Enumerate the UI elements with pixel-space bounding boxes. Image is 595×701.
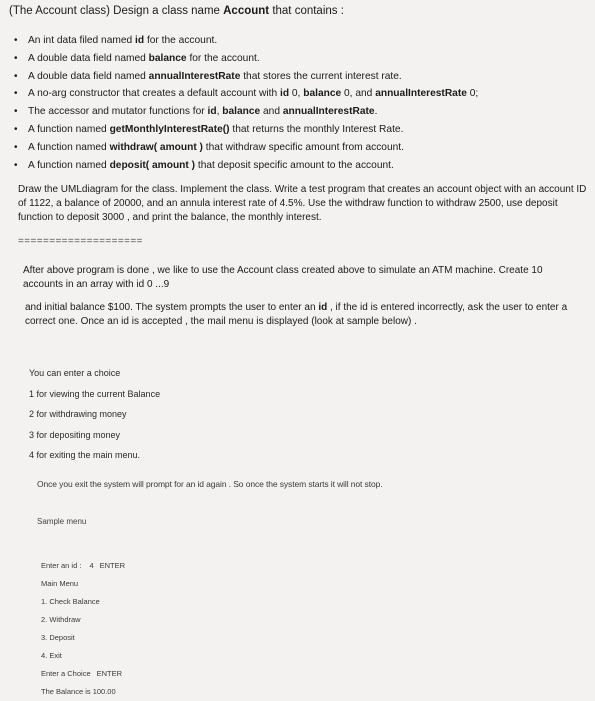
paragraph-atm-intro: After above program is done , we like to use the Account class created above to simulate an ATM machine. Create 10 accounts in an array with id 0 ...9: [23, 265, 543, 290]
requirement-text: that withdraw specific amount from account.: [202, 141, 404, 153]
once-note: Once you exit the system will prompt for an id again . So once the system starts it will not stop.: [37, 479, 383, 489]
title-class-name: Account: [223, 5, 270, 17]
sample-menu-label: Sample menu: [37, 517, 87, 526]
requirement-item: [14, 139, 478, 157]
requirement-keyword: annualInterestRate: [148, 70, 241, 82]
requirement-text: ,: [216, 106, 223, 118]
requirement-text: 0, and: [341, 88, 376, 100]
requirement-keyword: id: [280, 88, 290, 100]
enter-id-label: Enter an id :: [41, 561, 82, 570]
requirement-keyword: annualInterestRate: [282, 106, 375, 118]
requirement-text: A no-arg constructor that creates a default account with: [28, 88, 280, 100]
requirements-list: [14, 32, 478, 174]
requirement-text: The accessor and mutator functions for: [28, 106, 208, 118]
p3-bold-id: id: [318, 302, 328, 313]
requirement-text: that returns the monthly Interest Rate.: [229, 123, 404, 135]
menu-line: 3 for depositing money: [29, 429, 121, 440]
paragraph-uml-task: Draw the UMLdiagram for the class. Implement the class. Write a test program that creates an account object with an account ID of 1122, a balance of 20000, and an annula interest rate of 4.5%. Use the withdraw function to withdraw 2500, use deposit function to deposit 3000 , and print the balance, the monthly interest.: [18, 184, 587, 223]
menu-line: You can enter a choice: [29, 368, 121, 378]
p3-prefix: and initial balance $100. The system prompts the user to enter an: [25, 302, 319, 313]
sample-session: [41, 557, 125, 701]
requirement-text: 0,: [289, 88, 304, 100]
separator-line: ====================: [18, 236, 143, 247]
enter-choice-label: Enter a Choice: [41, 669, 91, 678]
menu-line: 1 for viewing the current Balance: [29, 388, 161, 399]
requirement-text: and: [260, 106, 283, 118]
p3-suffix: , if the id is entered incorrectly, ask the user to enter a correct one. Once an id is accepted , the mail menu is displayed (look at sample below) .: [25, 302, 568, 327]
requirement-text: A function named: [28, 141, 110, 153]
sample-item: 2. Withdraw: [41, 615, 81, 624]
page-title: [9, 5, 344, 17]
requirement-text: An int data filed named: [28, 35, 136, 46]
menu-line: 2 for withdrawing money: [29, 409, 127, 419]
requirement-text: A double data field named: [28, 70, 149, 82]
requirement-keyword: balance: [303, 88, 342, 100]
requirement-item: [14, 121, 478, 139]
requirement-item: [14, 103, 478, 121]
paragraph-atm-rules: [25, 301, 580, 329]
requirement-text: A function named: [28, 123, 110, 135]
requirement-text: A function named: [28, 159, 110, 171]
requirement-item: [14, 157, 478, 175]
requirement-keyword: balance: [222, 106, 261, 118]
requirement-item: [14, 32, 478, 50]
sample-enter-id: [41, 557, 125, 575]
requirement-text: .: [374, 106, 378, 118]
requirement-text: for the account.: [186, 52, 260, 64]
requirement-keyword: annualInterestRate: [375, 88, 467, 100]
sample-item: 4. Exit: [41, 651, 62, 660]
enter-id-key: ENTER: [99, 561, 126, 570]
menu-line: 4 for exiting the main menu.: [29, 450, 141, 460]
sample-item: 1. Check Balance: [41, 597, 100, 606]
requirement-keyword: withdraw( amount ): [109, 141, 203, 153]
requirement-text: A double data field named: [28, 52, 149, 64]
sample-enter-choice: [41, 665, 125, 683]
sample-result: The Balance is 100.00: [41, 687, 116, 696]
requirement-keyword: id: [207, 106, 217, 118]
requirement-item: [14, 50, 478, 68]
title-suffix: that contains :: [269, 5, 344, 17]
requirement-item: [14, 85, 478, 103]
requirement-keyword: balance: [148, 52, 187, 64]
enter-id-value: 4: [89, 561, 94, 570]
title-prefix: (The Account class) Design a class name: [9, 5, 224, 17]
requirement-text: that deposit specific amount to the account.: [195, 159, 394, 171]
requirement-text: for the account.: [144, 35, 218, 46]
requirement-text: that stores the current interest rate.: [240, 70, 402, 82]
requirement-item: [14, 68, 478, 86]
requirement-text: 0;: [466, 88, 479, 100]
sample-item: 3. Deposit: [41, 633, 75, 642]
enter-choice-key: ENTER: [96, 669, 123, 678]
requirement-keyword: deposit( amount ): [109, 159, 196, 171]
sample-main-menu: Main Menu: [41, 579, 79, 588]
requirement-keyword: getMonthlyInterestRate(): [109, 123, 230, 135]
requirement-keyword: id: [135, 35, 145, 46]
choice-menu: [29, 363, 160, 466]
